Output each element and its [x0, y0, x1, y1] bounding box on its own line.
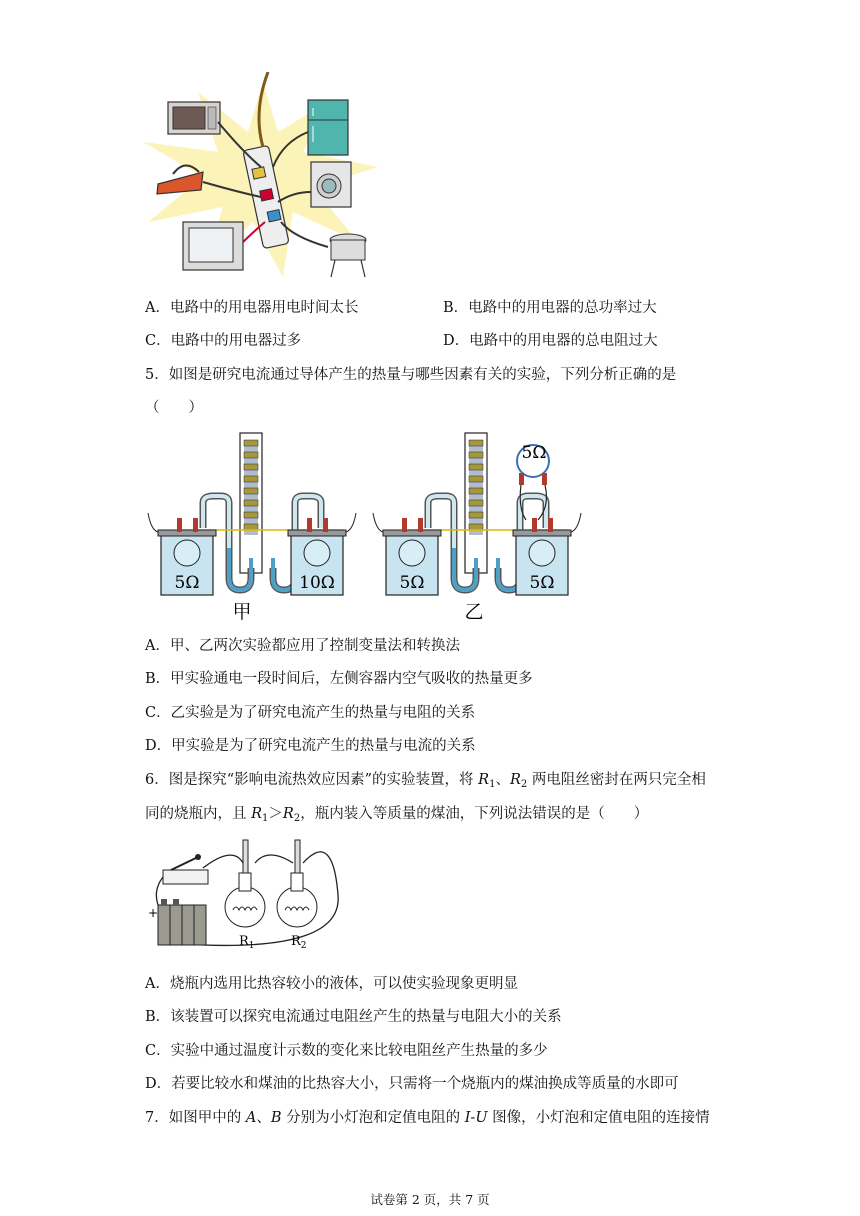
apparatus-jia [148, 433, 356, 595]
q6-option-b: B．该装置可以探究电流通过电阻丝产生的热量与电阻大小的关系 [145, 1009, 562, 1025]
overloaded-socket-illustration [143, 72, 383, 284]
yi-left-resistor-label: 5Ω [399, 573, 425, 593]
q6-option-a: A．烧瓶内选用比热容较小的液体，可以使实验现象更明显 [145, 976, 518, 992]
apparatus-yi [373, 433, 581, 595]
microwave-icon [168, 102, 220, 134]
flask-r2-label: $R_2$ [291, 934, 307, 951]
q6-stem-line2: 同的烧瓶内，且 $R_1>R_2$，瓶内装入等质量的煤油，下列说法错误的是（ ） [145, 806, 649, 824]
flask-r1-label: $R_1$ [239, 934, 255, 951]
page-footer: 试卷第 2 页，共 7 页 [370, 1192, 490, 1207]
fridge-icon [308, 100, 348, 155]
switch-icon [163, 854, 208, 884]
q5-answer-blank: （ ） [145, 400, 203, 416]
q4-option-a: A．电路中的用电器用电时间太长 [145, 300, 359, 316]
q7-stem: 7．如图甲中的 A、B 分别为小灯泡和定值电阻的 I-U 图像，小灯泡和定值电阻的连接情 [145, 1110, 710, 1126]
washing-machine-icon [311, 162, 351, 207]
tv-icon [183, 222, 243, 270]
q5-option-d: D．甲实验是为了研究电流产生的热量与电流的关系 [145, 738, 476, 754]
flask-r2 [277, 840, 317, 927]
q4-option-c: C．电路中的用电器过多 [145, 333, 302, 349]
jia-caption: 甲 [232, 601, 252, 623]
cooker-icon [330, 234, 366, 277]
iron-icon [157, 165, 203, 194]
yi-right-resistor-label: 5Ω [529, 573, 555, 593]
battery-icon [158, 899, 206, 945]
jia-right-resistor-label: 10Ω [299, 573, 335, 593]
q5-option-c: C．乙实验是为了研究电流产生的热量与电阻的关系 [145, 705, 476, 721]
battery-plus-sign: + [148, 906, 159, 920]
q6-option-d: D．若要比较水和煤油的比热容大小，只需将一个烧瓶内的煤油换成等质量的水即可 [145, 1076, 679, 1092]
q4-option-d: D．电路中的用电器的总电阻过大 [443, 333, 658, 349]
q5-option-b: B．甲实验通电一段时间后，左侧容器内空气吸收的热量更多 [145, 671, 533, 687]
jia-left-resistor-label: 5Ω [174, 573, 200, 593]
flask-r1 [225, 840, 265, 927]
q6-flask-circuit-apparatus [143, 835, 353, 955]
yi-parallel-resistor-label: 5Ω [521, 443, 547, 463]
q6-stem-line1: 6．图是探究“影响电流热效应因素”的实验装置，将 $R_1$、$R_2$ 两电阻丝密封在两只完全相 [145, 772, 706, 790]
yi-caption: 乙 [464, 601, 484, 623]
q4-option-b: B．电路中的用电器的总功率过大 [443, 300, 657, 316]
q6-option-c: C．实验中通过温度计示数的变化来比较电阻丝产生热量的多少 [145, 1043, 548, 1059]
q5-stem: 5．如图是研究电流通过导体产生的热量与哪些因素有关的实验，下列分析正确的是 [145, 367, 677, 383]
q5-option-a: A．甲、乙两次实验都应用了控制变量法和转换法 [145, 638, 460, 654]
q5-joule-heating-apparatus [143, 428, 583, 628]
